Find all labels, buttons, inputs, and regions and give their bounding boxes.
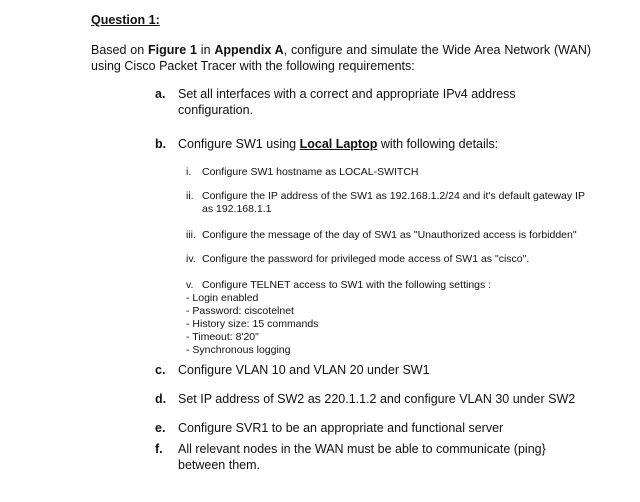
- requirement-letter: c.: [155, 363, 166, 377]
- subitem-text: Configure the IP address of the SW1 as 192.168.1.2/24 and it's default gateway IP as 192.168.1.1: [202, 190, 585, 215]
- subitem-text: Configure the message of the day of SW1 as "Unauthorized access is forbidden": [202, 229, 577, 241]
- telnet-setting-timeout: - Timeout: 8'20": [186, 331, 259, 343]
- telnet-setting-history: - History size: 15 commands: [186, 318, 319, 330]
- local-laptop-emphasis: Local Laptop: [299, 137, 378, 151]
- requirement-letter: a.: [155, 87, 166, 101]
- intro-figure-ref: Figure 1: [148, 43, 197, 57]
- subitem-number: v.: [186, 279, 194, 291]
- requirement-letter: b.: [155, 137, 167, 151]
- requirement-text: [178, 136, 588, 152]
- telnet-setting-logging: - Synchronous logging: [186, 344, 291, 356]
- requirement-b-text-before: Configure SW1 using: [178, 137, 300, 151]
- subitem-text: [186, 279, 586, 357]
- question-intro: [91, 42, 591, 74]
- requirement-text: Configure SVR1 to be an appropriate and functional server: [178, 421, 504, 435]
- intro-appendix-ref: Appendix A: [214, 43, 284, 57]
- requirement-b-text-after: with following details:: [377, 137, 499, 151]
- requirement-text: All relevant nodes in the WAN must be able to communicate (ping} between them.: [178, 442, 546, 472]
- intro-text-1: Based on: [91, 43, 148, 57]
- requirement-text: Configure VLAN 10 and VLAN 20 under SW1: [178, 363, 430, 377]
- requirement-letter: e.: [155, 421, 166, 435]
- requirement-letter: d.: [155, 392, 167, 406]
- subitem-number: ii.: [186, 190, 194, 202]
- telnet-intro: Configure TELNET access to SW1 with the following settings :: [202, 279, 492, 291]
- requirement-text: Set all interfaces with a correct and appropriate IPv4 address configuration.: [178, 87, 516, 117]
- requirement-text: Set IP address of SW2 as 220.1.1.2 and configure VLAN 30 under SW2: [178, 392, 576, 406]
- subitem-number: i.: [186, 166, 192, 178]
- intro-text-3: , configure and simulate the Wide Area Network (WAN) using Cisco Packet Tracer with the following requirements:: [91, 43, 592, 73]
- intro-text-2: in: [196, 43, 215, 57]
- subitem-text: Configure SW1 hostname as LOCAL-SWITCH: [202, 166, 419, 178]
- telnet-setting-login: - Login enabled: [186, 292, 259, 304]
- telnet-setting-password: - Password: ciscotelnet: [186, 305, 294, 317]
- question-title: Question 1:: [91, 13, 160, 27]
- requirement-letter: f.: [155, 442, 163, 456]
- subitem-number: iv.: [186, 253, 196, 265]
- subitem-number: iii.: [186, 229, 196, 241]
- subitem-text: Configure the password for privileged mode access of SW1 as "cisco".: [202, 253, 530, 265]
